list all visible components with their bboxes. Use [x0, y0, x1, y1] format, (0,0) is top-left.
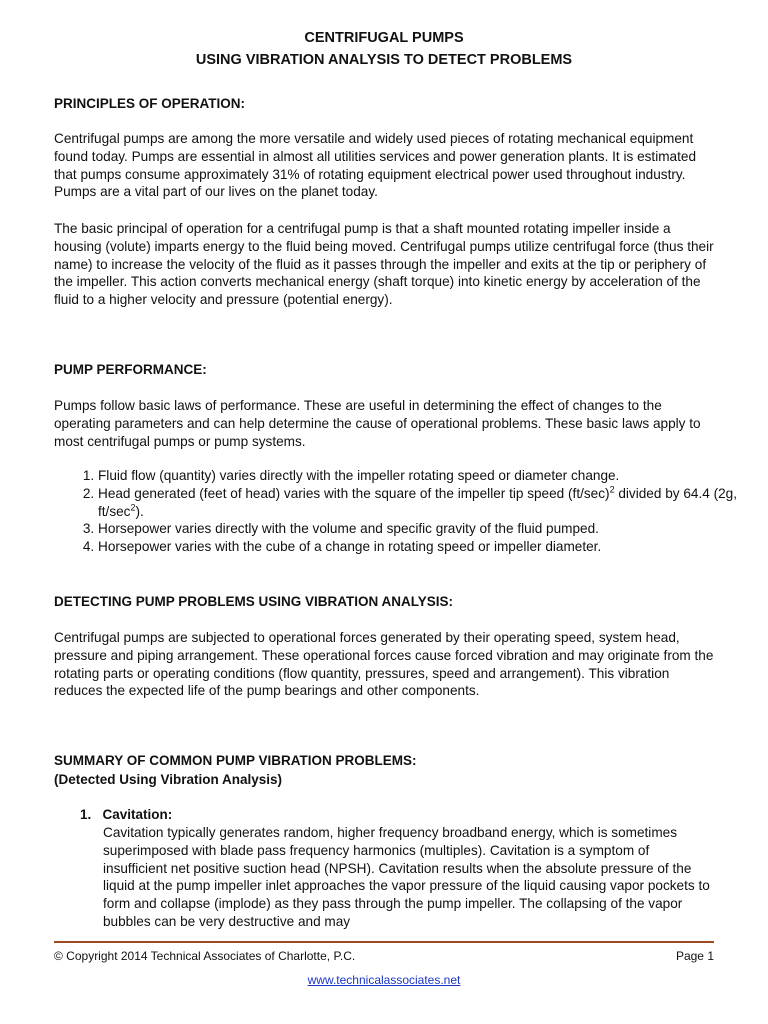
paragraph-principles-1: Centrifugal pumps are among the more versatile and widely used pieces of rotating mechanical equipment found today. Pumps are essential in almost all utilities services and power generation plants. It is estimated that pumps consume approximately 31% of rotating equipment electrical power used throughout industry. Pumps are a vital part of our lives on the planet today.: [54, 131, 697, 200]
footer-website-link[interactable]: www.technicalassociates.net: [307, 973, 461, 987]
heading-detecting: DETECTING PUMP PROBLEMS USING VIBRATION ANALYSIS:: [54, 594, 454, 609]
footer-copyright: © Copyright 2014 Technical Associates of Charlotte, P.C.: [54, 949, 356, 963]
law-2-text-c: ).: [135, 503, 144, 519]
footer-page-number: Page 1: [675, 949, 714, 963]
law-2-superscript-2: 2: [130, 502, 136, 513]
list-item: [98, 520, 758, 538]
cavitation-title: Cavitation:: [102, 807, 173, 822]
cavitation-item-number: 1.: [80, 807, 92, 822]
cavitation-description: Cavitation typically generates random, higher frequency broadband energy, which is sometimes superimposed with blade pass frequency harmonics (multiples). Cavitation is a symptom of insufficient net positive suction head (NPSH). Cavitation results when the absolute pressure of the liquid at the pump impeller inlet approaches the vapor pressure of the liquid causing vapor pockets to form and collapse (implode) as they pass through the pump impeller. The collapsing of the vapor bubbles can be very destructive and may: [103, 825, 710, 929]
paragraph-principles-2: The basic principal of operation for a centrifugal pump is that a shaft mounted rotating impeller inside a housing (volute) imparts energy to the fluid being moved. Centrifugal pumps utilize centrifugal force (thus their name) to increase the velocity of the fluid as it passes through the impeller and exits at the tip or periphery of the impeller. This action converts mechanical energy (shaft torque) into kinetic energy by acceleration of the fluid to a higher velocity and pressure (potential energy).: [54, 221, 714, 308]
paragraph-detecting: Centrifugal pumps are subjected to operational forces generated by their operating speed, system head, pressure and piping arrangement. These operational forces cause forced vibration and may originate from the rotating parts or operating conditions (flow quantity, pressures, speed and arrangement). This vibration reduces the expected life of the pump bearings and other components.: [54, 630, 714, 699]
list-item: [98, 538, 758, 556]
law-1-text: Fluid flow (quantity) varies directly with the impeller rotating speed or diameter change.: [98, 468, 620, 483]
performance-laws-list: [54, 467, 758, 556]
law-2-text-a: Head generated (feet of head) varies with the square of the impeller tip speed (ft/sec): [98, 485, 610, 501]
cavitation-item-title: [80, 806, 172, 824]
paragraph-performance: Pumps follow basic laws of performance. These are useful in determining the effect of changes to the operating parameters and can help determine the cause of operational problems. These basic laws apply to most centrifugal pumps or pump systems.: [54, 398, 701, 449]
list-item: [98, 467, 758, 485]
law-3-text: Horsepower varies directly with the volume and specific gravity of the fluid pumped.: [98, 521, 599, 537]
heading-principles: PRINCIPLES OF OPERATION:: [54, 96, 246, 111]
footer-divider: [54, 941, 714, 943]
heading-summary-subtitle: (Detected Using Vibration Analysis): [54, 772, 283, 787]
heading-performance: PUMP PERFORMANCE:: [54, 362, 207, 377]
document-title-line1: CENTRIFUGAL PUMPS: [304, 30, 464, 46]
heading-summary: SUMMARY OF COMMON PUMP VIBRATION PROBLEMS:: [54, 753, 417, 768]
law-2-superscript-1: 2: [609, 484, 615, 495]
law-4-text: Horsepower varies with the cube of a change in rotating speed or impeller diameter.: [98, 539, 602, 555]
law-2-text-b: divided by 64.4 (2g, ft/sec: [98, 485, 738, 519]
list-item: [98, 485, 758, 521]
document-title-line2: USING VIBRATION ANALYSIS TO DETECT PROBLEMS: [195, 52, 573, 68]
